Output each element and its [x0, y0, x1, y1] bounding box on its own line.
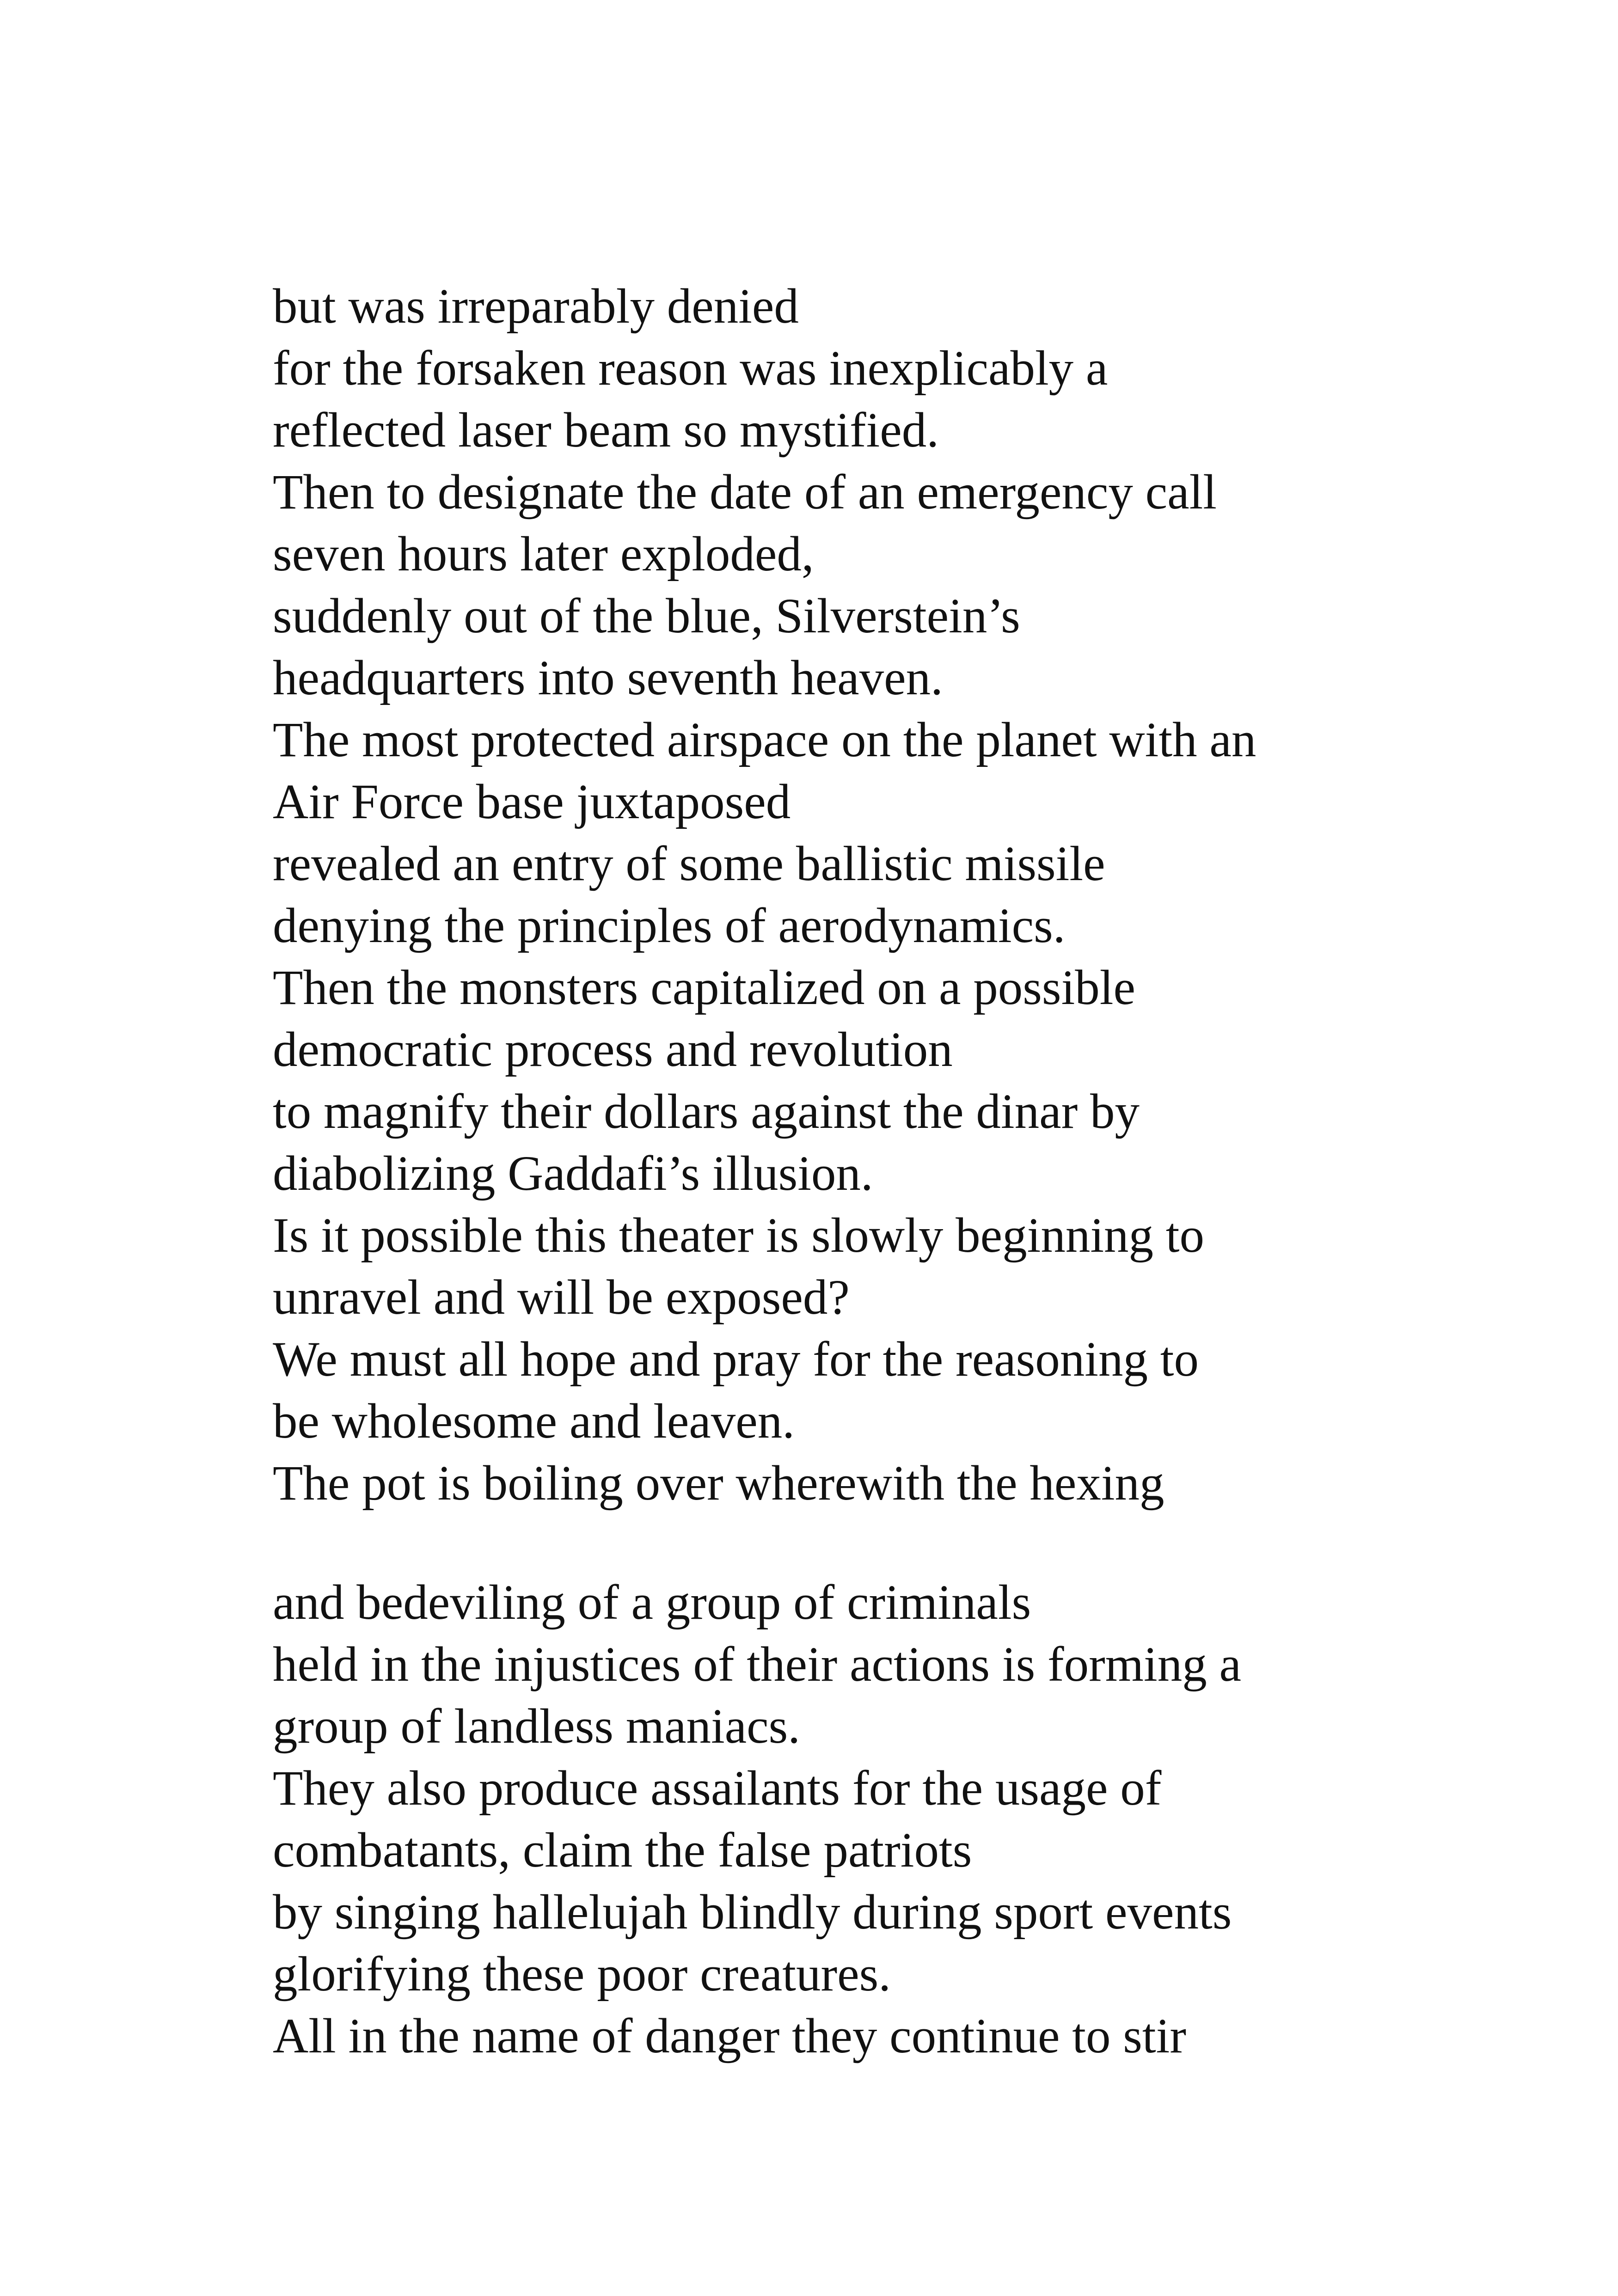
text-line: denying the principles of aerodynamics. — [273, 899, 1066, 953]
text-line: but was irreparably denied — [273, 279, 799, 334]
text-line: Is it possible this theater is slowly beginning to — [273, 1208, 1205, 1263]
text-line: seven hours later exploded, — [273, 527, 814, 582]
text-line: We must all hope and pray for the reasoning to — [273, 1332, 1199, 1387]
text-line: to magnify their dollars against the dinar by — [273, 1084, 1140, 1139]
text-line: headquarters into seventh heaven. — [273, 651, 943, 705]
text-line: be wholesome and leaven. — [273, 1394, 795, 1449]
text-line: revealed an entry of some ballistic missile — [273, 837, 1105, 891]
text-line: suddenly out of the blue, Silverstein’s — [273, 589, 1020, 643]
text-line: and bedeviling of a group of criminals — [273, 1575, 1031, 1630]
text-line: held in the injustices of their actions is forming a — [273, 1637, 1241, 1692]
text-line: Then to designate the date of an emergency call — [273, 465, 1217, 520]
text-line: for the forsaken reason was inexplicably a — [273, 341, 1108, 396]
text-line: by singing hallelujah blindly during sport events — [273, 1885, 1232, 1940]
text-line: They also produce assailants for the usage of — [273, 1761, 1162, 1816]
text-line: reflected laser beam so mystified. — [273, 403, 939, 458]
text-line: The pot is boiling over wherewith the hexing — [273, 1456, 1164, 1511]
text-line: democratic process and revolution — [273, 1022, 953, 1077]
text-line: group of landless maniacs. — [273, 1699, 801, 1754]
text-line: glorifying these poor creatures. — [273, 1947, 891, 2002]
stanza-1 — [273, 276, 1256, 1514]
text-line: diabolizing Gaddafi’s illusion. — [273, 1146, 873, 1201]
text-line: Air Force base juxtaposed — [273, 775, 791, 829]
text-line: All in the name of danger they continue to stir — [273, 2009, 1186, 2063]
text-line: unravel and will be exposed? — [273, 1270, 850, 1325]
stanza-2 — [273, 1572, 1241, 2067]
text-line: combatants, claim the false patriots — [273, 1823, 972, 1878]
text-line: The most protected airspace on the planet with an — [273, 713, 1256, 767]
text-line: Then the monsters capitalized on a possible — [273, 961, 1136, 1015]
